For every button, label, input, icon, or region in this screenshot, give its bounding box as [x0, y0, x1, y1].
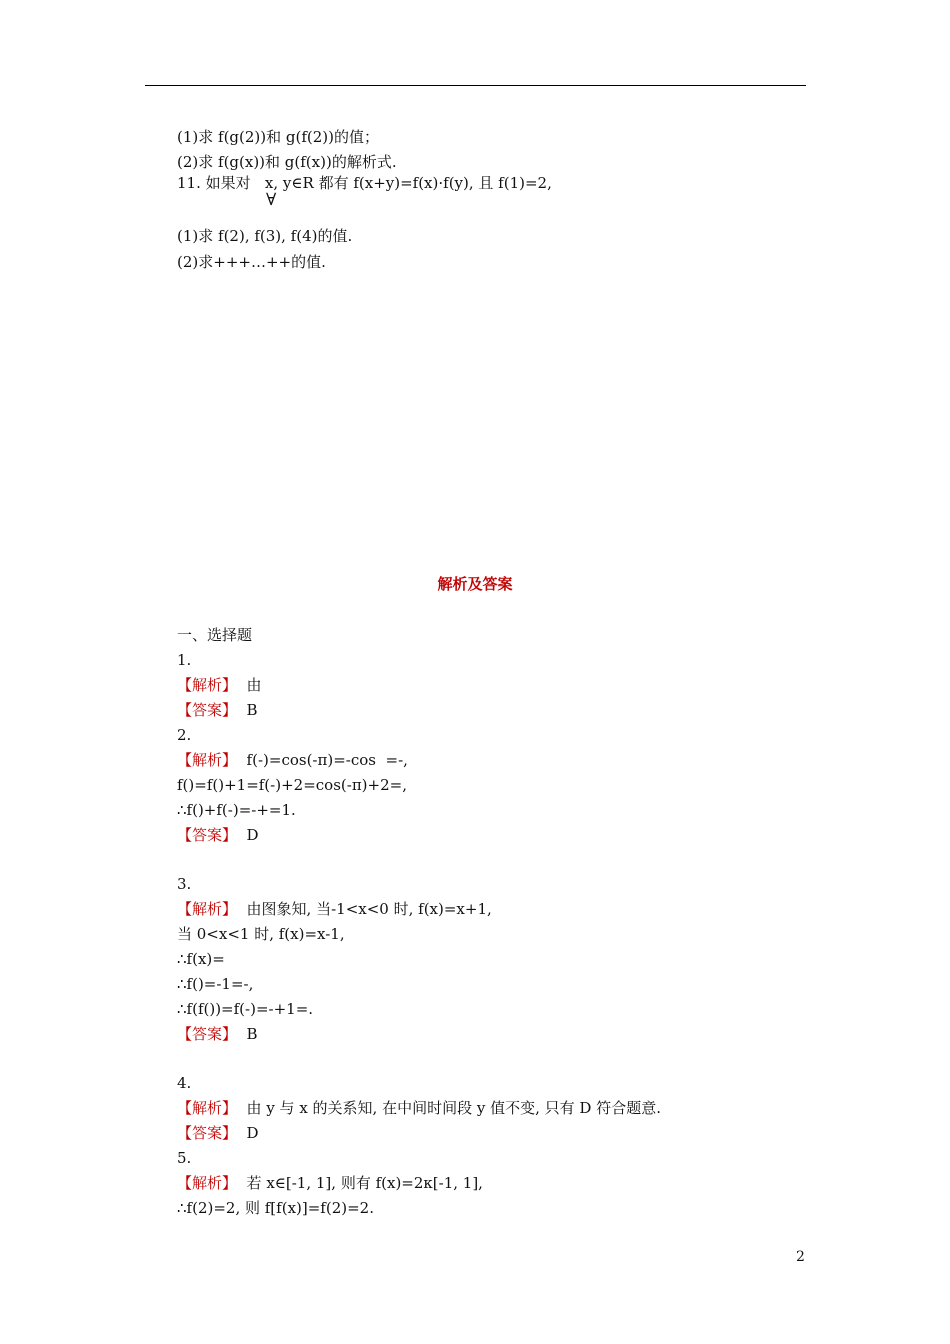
analysis-tag: 【解析】 [177, 1174, 238, 1192]
analysis-line [177, 1098, 661, 1118]
solution-line: ∴f()+f(-)=-+=1. [177, 801, 296, 819]
answer-line [177, 1123, 259, 1143]
solution-line: ∴f(f())=f(-)=-+1=. [177, 1000, 314, 1018]
solution-line: f()=f()+1=f(-)+2=cos(-π)+2=, [177, 776, 407, 794]
answer-text: D [237, 1124, 259, 1142]
answer-tag: 【答案】 [177, 701, 238, 719]
q10-part2: (2)求 f(g(x))和 g(f(x))的解析式. [177, 153, 397, 171]
answer-tag: 【答案】 [177, 1124, 238, 1142]
analysis-line [177, 899, 492, 919]
analysis-line [177, 1173, 483, 1193]
item-number: 5. [177, 1149, 192, 1167]
answer-line [177, 700, 258, 720]
solution-line: 当 0<x<1 时, f(x)=x-1, [177, 925, 345, 943]
solution-line: ∴f(x)= [177, 950, 225, 968]
item-number: 3. [177, 875, 192, 893]
analysis-line [177, 750, 408, 770]
analysis-text: f(-)=cos(-π)=-cos =-, [237, 751, 408, 769]
answer-text: B [237, 1025, 258, 1043]
header-rule [145, 85, 806, 86]
page-number: 2 [796, 1249, 805, 1265]
answers-heading: 解析及答案 [437, 575, 513, 593]
analysis-tag: 【解析】 [177, 900, 238, 918]
answer-line [177, 1024, 258, 1044]
answer-text: D [237, 826, 259, 844]
analysis-text: 由图象知, 当-1<x<0 时, f(x)=x+1, [237, 900, 492, 918]
item-number: 4. [177, 1074, 192, 1092]
answer-tag: 【答案】 [177, 826, 238, 844]
item-number: 1. [177, 651, 192, 669]
q11-stem: 11. 如果对 x, y∈R 都有 f(x+y)=f(x)·f(y), 且 f(1)=2, [177, 174, 552, 192]
solution-line: ∴f()=-1=-, [177, 975, 254, 993]
analysis-text: 若 x∈[-1, 1], 则有 f(x)=2κ[-1, 1], [237, 1174, 483, 1192]
q11-part2: (2)求+++…++的值. [177, 253, 326, 271]
answer-tag: 【答案】 [177, 1025, 238, 1043]
analysis-text: 由 y 与 x 的关系知, 在中间时间段 y 值不变, 只有 D 符合题意. [237, 1099, 661, 1117]
answer-line [177, 825, 259, 845]
analysis-text: 由 [237, 676, 262, 694]
section-title: 一、选择题 [177, 626, 253, 644]
item-number: 2. [177, 726, 192, 744]
forall-symbol: ∀ [266, 190, 277, 210]
q10-part1: (1)求 f(g(2))和 g(f(2))的值； [177, 128, 379, 146]
answer-text: B [237, 701, 258, 719]
q11-part1: (1)求 f(2), f(3), f(4)的值. [177, 227, 353, 245]
solution-line: ∴f(2)=2, 则 f[f(x)]=f(2)=2. [177, 1199, 374, 1217]
analysis-tag: 【解析】 [177, 751, 238, 769]
analysis-tag: 【解析】 [177, 676, 238, 694]
analysis-tag: 【解析】 [177, 1099, 238, 1117]
analysis-line [177, 675, 262, 695]
